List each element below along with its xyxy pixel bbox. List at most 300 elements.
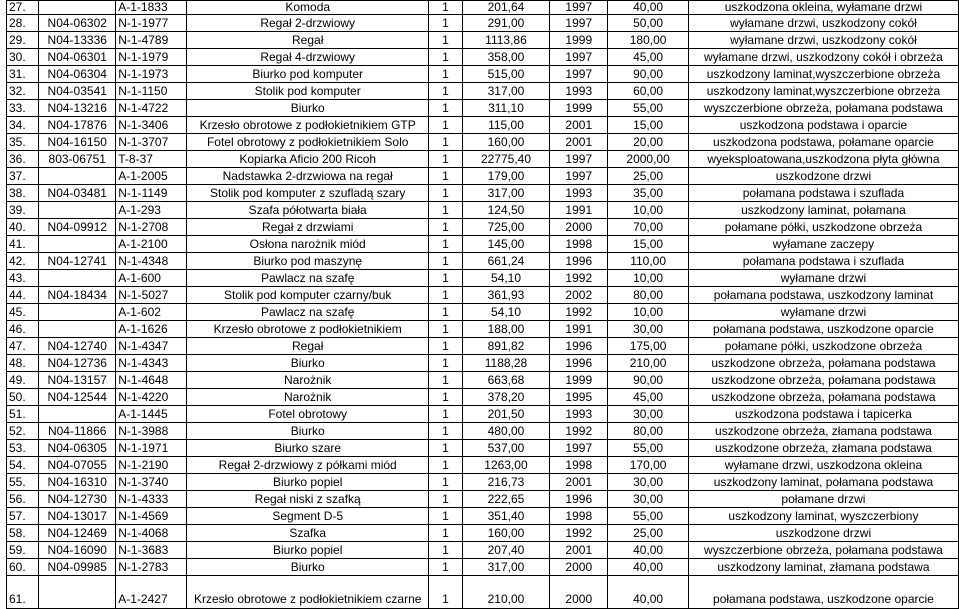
- value-cell: 54,10: [462, 304, 550, 321]
- year-cell: 2001: [550, 542, 608, 559]
- quantity-cell: 1: [429, 151, 462, 168]
- value-cell: 210,00: [462, 576, 550, 609]
- table-row: [7, 185, 959, 202]
- year-cell: 1999: [550, 100, 608, 117]
- asset-number-cell: N-1-3988: [116, 423, 187, 440]
- asset-number-cell: A-1-1445: [116, 406, 187, 423]
- quantity-cell: 1: [429, 1, 462, 15]
- row-number-cell: 36.: [7, 151, 39, 168]
- value-cell: 160,00: [462, 525, 550, 542]
- table-row: [7, 542, 959, 559]
- residual-value-cell: 170,00: [608, 457, 689, 474]
- quantity-cell: 1: [429, 117, 462, 134]
- value-cell: 317,00: [462, 559, 550, 576]
- row-number-cell: 30.: [7, 49, 39, 66]
- row-number-cell: 34.: [7, 117, 39, 134]
- inventory-code-cell: N04-07055: [39, 457, 116, 474]
- damage-description-cell: uszkodzone drzwi: [688, 168, 958, 185]
- asset-number-cell: N-1-1977: [116, 15, 187, 32]
- quantity-cell: 1: [429, 355, 462, 372]
- inventory-code-cell: [39, 270, 116, 287]
- row-number-cell: 42.: [7, 253, 39, 270]
- value-cell: 22775,40: [462, 151, 550, 168]
- inventory-code-cell: N04-12544: [39, 389, 116, 406]
- inventory-code-cell: N04-16090: [39, 542, 116, 559]
- residual-value-cell: 40,00: [608, 559, 689, 576]
- asset-number-cell: N-1-4343: [116, 355, 187, 372]
- asset-number-cell: N-1-4220: [116, 389, 187, 406]
- year-cell: 1998: [550, 457, 608, 474]
- item-name-cell: Fotel obrotowy: [187, 406, 429, 423]
- quantity-cell: 1: [429, 49, 462, 66]
- year-cell: 1998: [550, 508, 608, 525]
- table-row: [7, 117, 959, 134]
- value-cell: 207,40: [462, 542, 550, 559]
- quantity-cell: 1: [429, 338, 462, 355]
- residual-value-cell: 70,00: [608, 219, 689, 236]
- item-name-cell: Regał 4-drzwiowy: [187, 49, 429, 66]
- asset-number-cell: N-1-4333: [116, 491, 187, 508]
- row-number-cell: 44.: [7, 287, 39, 304]
- year-cell: 1995: [550, 389, 608, 406]
- residual-value-cell: 90,00: [608, 372, 689, 389]
- damage-description-cell: wyłamane drzwi, uszkodzony cokół i obrzeża: [688, 49, 958, 66]
- row-number-cell: 29.: [7, 32, 39, 49]
- table-row: [7, 508, 959, 525]
- year-cell: 1992: [550, 525, 608, 542]
- quantity-cell: 1: [429, 542, 462, 559]
- quantity-cell: 1: [429, 83, 462, 100]
- item-name-cell: Biurko: [187, 100, 429, 117]
- residual-value-cell: 40,00: [608, 542, 689, 559]
- year-cell: 2001: [550, 134, 608, 151]
- row-number-cell: 61.: [7, 576, 39, 609]
- row-number-cell: 40.: [7, 219, 39, 236]
- inventory-code-cell: N04-06301: [39, 49, 116, 66]
- inventory-code-cell: N04-13157: [39, 372, 116, 389]
- row-number-cell: 55.: [7, 474, 39, 491]
- year-cell: 1992: [550, 423, 608, 440]
- quantity-cell: 1: [429, 185, 462, 202]
- residual-value-cell: 45,00: [608, 389, 689, 406]
- year-cell: 1993: [550, 185, 608, 202]
- damage-description-cell: wyeksploatowana,uszkodzona płyta główna: [688, 151, 958, 168]
- residual-value-cell: 10,00: [608, 270, 689, 287]
- item-name-cell: Pawlacz na szafę: [187, 270, 429, 287]
- item-name-cell: Krzesło obrotowe z podłokietnikiem: [187, 321, 429, 338]
- item-name-cell: Biurko popiel: [187, 474, 429, 491]
- damage-description-cell: połamane drzwi: [688, 491, 958, 508]
- residual-value-cell: 30,00: [608, 321, 689, 338]
- row-number-cell: 35.: [7, 134, 39, 151]
- year-cell: 1992: [550, 304, 608, 321]
- value-cell: 145,00: [462, 236, 550, 253]
- row-number-cell: 43.: [7, 270, 39, 287]
- year-cell: 1993: [550, 83, 608, 100]
- value-cell: 222,65: [462, 491, 550, 508]
- damage-description-cell: połamana podstawa, uszkodzone oparcie: [688, 576, 958, 609]
- item-name-cell: Narożnik: [187, 389, 429, 406]
- inventory-code-cell: N04-11866: [39, 423, 116, 440]
- inventory-code-cell: [39, 406, 116, 423]
- row-number-cell: 60.: [7, 559, 39, 576]
- table-row: [7, 423, 959, 440]
- asset-number-cell: T-8-37: [116, 151, 187, 168]
- inventory-code-cell: [39, 202, 116, 219]
- quantity-cell: 1: [429, 168, 462, 185]
- asset-number-cell: N-1-5027: [116, 287, 187, 304]
- residual-value-cell: 2000,00: [608, 151, 689, 168]
- quantity-cell: 1: [429, 32, 462, 49]
- value-cell: 201,50: [462, 406, 550, 423]
- inventory-code-cell: [39, 576, 116, 609]
- year-cell: 2000: [550, 576, 608, 609]
- asset-number-cell: N-1-4789: [116, 32, 187, 49]
- year-cell: 2001: [550, 117, 608, 134]
- row-number-cell: 56.: [7, 491, 39, 508]
- value-cell: 1113,86: [462, 32, 550, 49]
- table-row: [7, 15, 959, 32]
- damage-description-cell: wyszczerbione obrzeża, połamana podstawa: [688, 542, 958, 559]
- asset-number-cell: N-1-2190: [116, 457, 187, 474]
- table-row: [7, 253, 959, 270]
- item-name-cell: Regał 2-drzwiowy: [187, 15, 429, 32]
- inventory-table: [6, 0, 959, 609]
- item-name-cell: Regał 2-drzwiowy z półkami miód: [187, 457, 429, 474]
- quantity-cell: 1: [429, 304, 462, 321]
- item-name-cell: Narożnik: [187, 372, 429, 389]
- residual-value-cell: 90,00: [608, 66, 689, 83]
- year-cell: 1997: [550, 440, 608, 457]
- table-row: [7, 389, 959, 406]
- asset-number-cell: A-1-293: [116, 202, 187, 219]
- year-cell: 1999: [550, 32, 608, 49]
- residual-value-cell: 20,00: [608, 134, 689, 151]
- residual-value-cell: 15,00: [608, 117, 689, 134]
- damage-description-cell: wyłamane drzwi, uszkodzony cokół: [688, 32, 958, 49]
- table-row: [7, 134, 959, 151]
- row-number-cell: 37.: [7, 168, 39, 185]
- item-name-cell: Biurko popiel: [187, 542, 429, 559]
- asset-number-cell: A-1-2100: [116, 236, 187, 253]
- inventory-code-cell: N04-12740: [39, 338, 116, 355]
- row-number-cell: 48.: [7, 355, 39, 372]
- asset-number-cell: N-1-4068: [116, 525, 187, 542]
- damage-description-cell: uszkodzony laminat, połamana: [688, 202, 958, 219]
- asset-number-cell: N-1-4722: [116, 100, 187, 117]
- year-cell: 1997: [550, 168, 608, 185]
- residual-value-cell: 50,00: [608, 15, 689, 32]
- quantity-cell: 1: [429, 508, 462, 525]
- value-cell: 317,00: [462, 185, 550, 202]
- item-name-cell: Krzesło obrotowe z podłokietnikiem czarne: [187, 576, 429, 609]
- year-cell: 1991: [550, 321, 608, 338]
- table-row: [7, 168, 959, 185]
- row-number-cell: 33.: [7, 100, 39, 117]
- value-cell: 358,00: [462, 49, 550, 66]
- damage-description-cell: wyłamane drzwi: [688, 270, 958, 287]
- row-number-cell: 49.: [7, 372, 39, 389]
- asset-number-cell: N-1-4347: [116, 338, 187, 355]
- residual-value-cell: 40,00: [608, 1, 689, 15]
- row-number-cell: 46.: [7, 321, 39, 338]
- damage-description-cell: połamane półki, uszkodzone obrzeża: [688, 338, 958, 355]
- residual-value-cell: 25,00: [608, 525, 689, 542]
- row-number-cell: 27.: [7, 1, 39, 15]
- value-cell: 291,00: [462, 15, 550, 32]
- damage-description-cell: połamana podstawa, uszkodzony laminat: [688, 287, 958, 304]
- item-name-cell: Nadstawka 2-drzwiowa na regał: [187, 168, 429, 185]
- item-name-cell: Fotel obrotowy z podłokietnikiem Solo: [187, 134, 429, 151]
- year-cell: 1997: [550, 1, 608, 15]
- quantity-cell: 1: [429, 287, 462, 304]
- item-name-cell: Segment D-5: [187, 508, 429, 525]
- inventory-code-cell: [39, 236, 116, 253]
- asset-number-cell: N-1-3406: [116, 117, 187, 134]
- item-name-cell: Regał niski z szafką: [187, 491, 429, 508]
- item-name-cell: Regał: [187, 32, 429, 49]
- year-cell: 1997: [550, 49, 608, 66]
- item-name-cell: Stolik pod komputer czarny/buk: [187, 287, 429, 304]
- value-cell: 480,00: [462, 423, 550, 440]
- inventory-code-cell: N04-12741: [39, 253, 116, 270]
- asset-number-cell: A-1-602: [116, 304, 187, 321]
- inventory-code-cell: N04-06304: [39, 66, 116, 83]
- year-cell: 2002: [550, 287, 608, 304]
- inventory-code-cell: N04-12736: [39, 355, 116, 372]
- row-number-cell: 38.: [7, 185, 39, 202]
- table-body: [7, 1, 959, 609]
- table-row: [7, 440, 959, 457]
- damage-description-cell: uszkodzone obrzeża, połamana podstawa: [688, 355, 958, 372]
- year-cell: 1997: [550, 15, 608, 32]
- year-cell: 1999: [550, 372, 608, 389]
- row-number-cell: 52.: [7, 423, 39, 440]
- year-cell: 1991: [550, 202, 608, 219]
- value-cell: 378,20: [462, 389, 550, 406]
- residual-value-cell: 35,00: [608, 185, 689, 202]
- inventory-code-cell: N04-03481: [39, 185, 116, 202]
- value-cell: 188,00: [462, 321, 550, 338]
- residual-value-cell: 55,00: [608, 440, 689, 457]
- year-cell: 1996: [550, 338, 608, 355]
- value-cell: 311,10: [462, 100, 550, 117]
- inventory-code-cell: N04-03541: [39, 83, 116, 100]
- asset-number-cell: N-1-4569: [116, 508, 187, 525]
- damage-description-cell: uszkodzona podstawa, połamane oparcie: [688, 134, 958, 151]
- asset-number-cell: N-1-2783: [116, 559, 187, 576]
- asset-number-cell: A-1-1626: [116, 321, 187, 338]
- table-row: [7, 1, 959, 15]
- table-row: [7, 151, 959, 168]
- residual-value-cell: 30,00: [608, 474, 689, 491]
- damage-description-cell: połamana podstawa i szuflada: [688, 185, 958, 202]
- row-number-cell: 53.: [7, 440, 39, 457]
- inventory-code-cell: [39, 168, 116, 185]
- value-cell: 891,82: [462, 338, 550, 355]
- value-cell: 317,00: [462, 83, 550, 100]
- table-row: [7, 321, 959, 338]
- residual-value-cell: 40,00: [608, 576, 689, 609]
- quantity-cell: 1: [429, 321, 462, 338]
- damage-description-cell: połamane półki, uszkodzone obrzeża: [688, 219, 958, 236]
- damage-description-cell: połamana podstawa, uszkodzone oparcie: [688, 321, 958, 338]
- quantity-cell: 1: [429, 525, 462, 542]
- table-row: [7, 355, 959, 372]
- item-name-cell: Kopiarka Aficio 200 Ricoh: [187, 151, 429, 168]
- value-cell: 54,10: [462, 270, 550, 287]
- item-name-cell: Regał: [187, 338, 429, 355]
- quantity-cell: 1: [429, 423, 462, 440]
- quantity-cell: 1: [429, 389, 462, 406]
- residual-value-cell: 110,00: [608, 253, 689, 270]
- quantity-cell: 1: [429, 236, 462, 253]
- damage-description-cell: uszkodzone drzwi: [688, 525, 958, 542]
- damage-description-cell: wyłamane drzwi: [688, 304, 958, 321]
- residual-value-cell: 15,00: [608, 236, 689, 253]
- table-row: [7, 49, 959, 66]
- table-row: [7, 457, 959, 474]
- residual-value-cell: 80,00: [608, 287, 689, 304]
- value-cell: 351,40: [462, 508, 550, 525]
- table-row: [7, 372, 959, 389]
- table-row: [7, 32, 959, 49]
- quantity-cell: 1: [429, 66, 462, 83]
- inventory-code-cell: N04-09912: [39, 219, 116, 236]
- inventory-code-cell: N04-12469: [39, 525, 116, 542]
- quantity-cell: 1: [429, 253, 462, 270]
- row-number-cell: 39.: [7, 202, 39, 219]
- inventory-code-cell: [39, 304, 116, 321]
- inventory-code-cell: N04-17876: [39, 117, 116, 134]
- residual-value-cell: 180,00: [608, 32, 689, 49]
- inventory-code-cell: N04-13336: [39, 32, 116, 49]
- row-number-cell: 51.: [7, 406, 39, 423]
- quantity-cell: 1: [429, 219, 462, 236]
- table-row: [7, 219, 959, 236]
- quantity-cell: 1: [429, 491, 462, 508]
- inventory-code-cell: N04-16150: [39, 134, 116, 151]
- quantity-cell: 1: [429, 270, 462, 287]
- item-name-cell: Biurko: [187, 355, 429, 372]
- table-row: [7, 83, 959, 100]
- residual-value-cell: 55,00: [608, 508, 689, 525]
- damage-description-cell: uszkodzony laminat,wyszczerbione obrzeża: [688, 66, 958, 83]
- year-cell: 1996: [550, 355, 608, 372]
- item-name-cell: Biurko pod maszynę: [187, 253, 429, 270]
- asset-number-cell: A-1-2005: [116, 168, 187, 185]
- item-name-cell: Szafka: [187, 525, 429, 542]
- asset-number-cell: N-1-3707: [116, 134, 187, 151]
- table-row: [7, 304, 959, 321]
- row-number-cell: 41.: [7, 236, 39, 253]
- item-name-cell: Pawlacz na szafę: [187, 304, 429, 321]
- asset-number-cell: N-1-3740: [116, 474, 187, 491]
- asset-number-cell: N-1-1973: [116, 66, 187, 83]
- quantity-cell: 1: [429, 202, 462, 219]
- damage-description-cell: uszkodzony laminat, złamana podstawa: [688, 559, 958, 576]
- damage-description-cell: uszkodzone obrzeża, złamana podstawa: [688, 423, 958, 440]
- inventory-code-cell: N04-09985: [39, 559, 116, 576]
- value-cell: 537,00: [462, 440, 550, 457]
- damage-description-cell: uszkodzona podstawa i tapicerka: [688, 406, 958, 423]
- year-cell: 1996: [550, 491, 608, 508]
- quantity-cell: 1: [429, 474, 462, 491]
- value-cell: 661,24: [462, 253, 550, 270]
- table-row: [7, 287, 959, 304]
- quantity-cell: 1: [429, 15, 462, 32]
- damage-description-cell: wyłamane drzwi, uszkodzona okleina: [688, 457, 958, 474]
- residual-value-cell: 10,00: [608, 304, 689, 321]
- item-name-cell: Biurko: [187, 423, 429, 440]
- table-row: [7, 270, 959, 287]
- year-cell: 1997: [550, 66, 608, 83]
- asset-number-cell: N-1-1149: [116, 185, 187, 202]
- value-cell: 216,73: [462, 474, 550, 491]
- year-cell: 1996: [550, 253, 608, 270]
- value-cell: 663,68: [462, 372, 550, 389]
- asset-number-cell: N-1-1150: [116, 83, 187, 100]
- quantity-cell: 1: [429, 440, 462, 457]
- item-name-cell: Osłona narożnik miód: [187, 236, 429, 253]
- quantity-cell: 1: [429, 559, 462, 576]
- damage-description-cell: uszkodzony laminat, połamana podstawa: [688, 474, 958, 491]
- value-cell: 201,64: [462, 1, 550, 15]
- row-number-cell: 54.: [7, 457, 39, 474]
- residual-value-cell: 60,00: [608, 83, 689, 100]
- year-cell: 1998: [550, 236, 608, 253]
- table-row: [7, 338, 959, 355]
- table-row: [7, 100, 959, 117]
- row-number-cell: 59.: [7, 542, 39, 559]
- item-name-cell: Stolik pod komputer: [187, 83, 429, 100]
- value-cell: 160,00: [462, 134, 550, 151]
- table-row: [7, 525, 959, 542]
- table-row: [7, 576, 959, 609]
- damage-description-cell: uszkodzone obrzeża, złamana podstawa: [688, 440, 958, 457]
- year-cell: 2000: [550, 559, 608, 576]
- year-cell: 1993: [550, 406, 608, 423]
- row-number-cell: 57.: [7, 508, 39, 525]
- year-cell: 2001: [550, 474, 608, 491]
- item-name-cell: Regał z drzwiami: [187, 219, 429, 236]
- residual-value-cell: 45,00: [608, 49, 689, 66]
- item-name-cell: Krzesło obrotowe z podłokietnikiem GTP: [187, 117, 429, 134]
- damage-description-cell: uszkodzony laminat,wyszczerbione obrzeża: [688, 83, 958, 100]
- residual-value-cell: 210,00: [608, 355, 689, 372]
- value-cell: 361,93: [462, 287, 550, 304]
- asset-number-cell: A-1-2427: [116, 576, 187, 609]
- quantity-cell: 1: [429, 372, 462, 389]
- damage-description-cell: wyszczerbione obrzeża, połamana podstawa: [688, 100, 958, 117]
- quantity-cell: 1: [429, 457, 462, 474]
- asset-number-cell: A-1-600: [116, 270, 187, 287]
- damage-description-cell: połamana podstawa i szuflada: [688, 253, 958, 270]
- row-number-cell: 47.: [7, 338, 39, 355]
- year-cell: 1997: [550, 151, 608, 168]
- asset-number-cell: N-1-3683: [116, 542, 187, 559]
- inventory-code-cell: N04-18434: [39, 287, 116, 304]
- damage-description-cell: uszkodzony laminat, wyszczerbiony: [688, 508, 958, 525]
- asset-number-cell: A-1-1833: [116, 1, 187, 15]
- row-number-cell: 32.: [7, 83, 39, 100]
- asset-number-cell: N-1-1979: [116, 49, 187, 66]
- item-name-cell: Szafa półotwarta biała: [187, 202, 429, 219]
- residual-value-cell: 30,00: [608, 491, 689, 508]
- damage-description-cell: uszkodzona podstawa i oparcie: [688, 117, 958, 134]
- inventory-code-cell: N04-06302: [39, 15, 116, 32]
- value-cell: 1188,28: [462, 355, 550, 372]
